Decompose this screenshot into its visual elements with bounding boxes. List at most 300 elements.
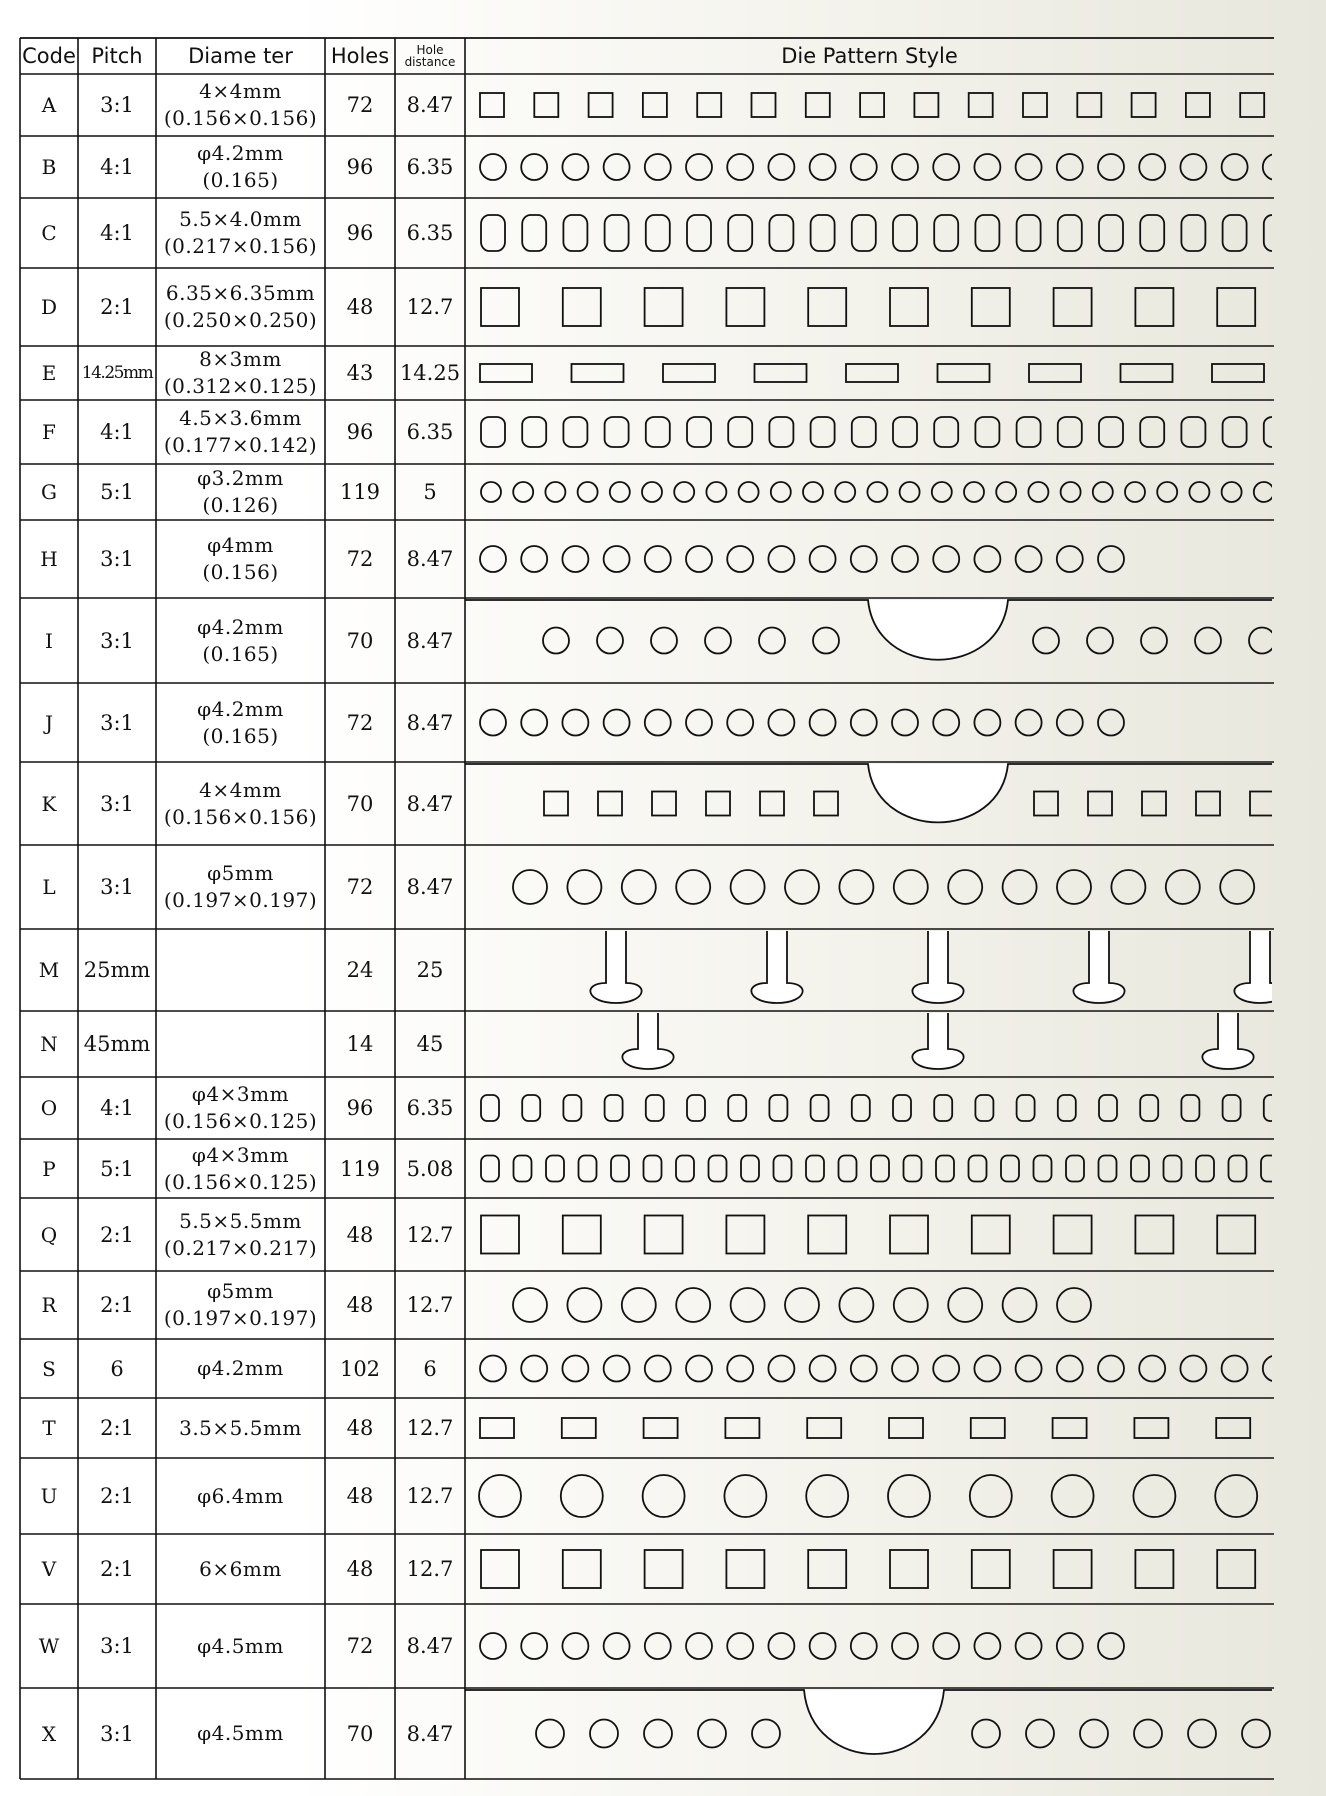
hole-circle — [643, 1475, 685, 1517]
hole-circle — [604, 710, 630, 736]
hole-circle — [892, 546, 918, 572]
row-holes — [325, 1139, 395, 1198]
t-slot — [912, 931, 963, 1003]
hole-circle — [1133, 1475, 1175, 1517]
distance-value: 8.47 — [406, 791, 454, 816]
hole-circle — [1098, 154, 1124, 180]
row-code — [20, 598, 78, 683]
hole-circle — [1188, 1720, 1216, 1748]
hole-circle — [610, 482, 630, 502]
hole-oval — [1099, 1095, 1117, 1121]
row-holes — [325, 683, 395, 762]
row-distance — [395, 845, 465, 929]
holes-value: 96 — [346, 221, 374, 245]
hole-oval — [1058, 215, 1082, 251]
row-distance — [395, 1011, 465, 1077]
holes-value: 72 — [346, 875, 374, 899]
hole-square — [1121, 364, 1173, 382]
hole-square — [1212, 364, 1264, 382]
hole-square — [697, 93, 721, 117]
hole-circle — [645, 1356, 671, 1382]
hole-oval — [646, 1095, 664, 1121]
hole-oval — [563, 215, 587, 251]
hole-square — [563, 1216, 601, 1254]
distance-value: 12.7 — [406, 1557, 454, 1581]
row-distance — [395, 1604, 465, 1688]
diameter-inch: (0.156×0.156) — [163, 106, 318, 130]
hole-square — [1217, 288, 1255, 326]
hole-square — [706, 792, 730, 816]
hole-square — [1029, 364, 1081, 382]
hole-circle — [545, 482, 565, 502]
row-holes — [325, 762, 395, 845]
row-distance — [395, 464, 465, 520]
hole-oval — [563, 1095, 581, 1121]
hole-square — [1240, 93, 1264, 117]
code-value: G — [41, 480, 57, 504]
hole-square — [1054, 1216, 1092, 1254]
hole-circle — [1254, 482, 1274, 502]
holes-value: 48 — [346, 1484, 374, 1508]
hole-circle — [839, 870, 873, 904]
pitch-value: 3:1 — [100, 1721, 134, 1746]
hole-circle — [578, 482, 598, 502]
hole-oval — [1229, 1156, 1247, 1182]
distance-value: 12.7 — [406, 1484, 454, 1508]
row-holes — [325, 520, 395, 598]
row-code — [20, 520, 78, 598]
row-code — [20, 1011, 78, 1077]
hole-oval — [893, 1095, 911, 1121]
row-pitch — [78, 198, 156, 268]
row-diameter — [156, 845, 325, 929]
row-code — [20, 1604, 78, 1688]
distance-value: 8.47 — [406, 1634, 454, 1658]
hole-circle — [1195, 628, 1221, 654]
row-holes — [325, 464, 395, 520]
row-pitch — [78, 1458, 156, 1534]
row-pitch — [78, 74, 156, 136]
hole-circle — [645, 1633, 671, 1659]
hole-oval — [975, 417, 999, 447]
hole-oval — [605, 215, 629, 251]
hole-circle — [1139, 1356, 1165, 1382]
header-holes-label: Holes — [330, 44, 390, 68]
hole-circle — [752, 1720, 780, 1748]
diameter-metric: φ4.5mm — [197, 1721, 284, 1745]
hole-circle — [686, 154, 712, 180]
hole-square — [572, 364, 624, 382]
distance-value: 6.35 — [406, 155, 454, 179]
hole-circle — [676, 1288, 710, 1322]
hole-square — [889, 1418, 923, 1438]
hole-oval — [1181, 215, 1205, 251]
hole-oval — [1001, 1156, 1019, 1182]
row-diameter — [156, 464, 325, 520]
code-value: P — [42, 1156, 56, 1181]
pitch-value: 4:1 — [100, 155, 134, 179]
hole-square — [1196, 792, 1220, 816]
hole-circle — [644, 1720, 672, 1748]
hole-square — [890, 1216, 928, 1254]
hole-oval — [1261, 1156, 1279, 1182]
distance-value: 12.7 — [406, 1222, 454, 1247]
hole-circle — [731, 870, 765, 904]
holes-value: 48 — [346, 1557, 374, 1581]
hole-circle — [851, 154, 877, 180]
distance-value: 8.47 — [406, 710, 454, 735]
hole-circle — [481, 482, 501, 502]
hole-oval — [1058, 417, 1082, 447]
code-value: D — [40, 295, 58, 319]
code-value: X — [41, 1721, 57, 1746]
row-diameter — [156, 598, 325, 683]
distance-value: 8.47 — [406, 93, 454, 117]
hole-circle — [562, 1356, 588, 1382]
distance-value: 45 — [416, 1032, 444, 1056]
row-holes — [325, 74, 395, 136]
hole-oval — [1017, 1095, 1035, 1121]
pitch-value: 5:1 — [100, 1156, 134, 1181]
notch-cutout — [465, 1690, 1272, 1754]
hole-circle — [1057, 546, 1083, 572]
hole-circle — [768, 1356, 794, 1382]
row-diameter — [156, 1458, 325, 1534]
holes-value: 119 — [339, 480, 381, 504]
hole-square — [652, 792, 676, 816]
diameter-inch: (0.165) — [202, 641, 279, 666]
diameter-metric: φ4mm — [207, 533, 274, 557]
hole-oval — [934, 1095, 952, 1121]
diameter-inch: (0.126) — [202, 493, 279, 517]
row-code — [20, 346, 78, 400]
hole-square — [1077, 93, 1101, 117]
hole-circle — [705, 628, 731, 654]
hole-oval — [893, 215, 917, 251]
t-slot — [590, 931, 641, 1003]
hole-circle — [1125, 482, 1145, 502]
hole-oval — [646, 215, 670, 251]
hole-circle — [785, 870, 819, 904]
hole-square — [971, 1418, 1005, 1438]
row-diameter — [156, 1198, 325, 1271]
hole-square — [726, 288, 764, 326]
row-holes — [325, 198, 395, 268]
hole-oval — [728, 1095, 746, 1121]
hole-circle — [888, 1475, 930, 1517]
header-diameter-label: Diame ter — [188, 44, 293, 68]
hole-circle — [604, 1356, 630, 1382]
hole-circle — [645, 546, 671, 572]
holes-value: 96 — [346, 1096, 374, 1120]
row-distance — [395, 598, 465, 683]
hole-oval — [852, 1095, 870, 1121]
row-code — [20, 268, 78, 346]
hole-oval — [811, 1095, 829, 1121]
diameter-inch: (0.197×0.197) — [163, 888, 318, 912]
hole-oval — [1164, 1156, 1182, 1182]
row-diameter — [156, 762, 325, 845]
header-hole-distance-line1: Hole — [416, 43, 444, 57]
distance-value: 8.47 — [406, 1721, 454, 1746]
row-code — [20, 1339, 78, 1398]
diameter-metric: φ6.4mm — [197, 1483, 284, 1508]
hole-oval — [611, 1156, 629, 1182]
hole-circle — [1141, 628, 1167, 654]
hole-oval — [1264, 215, 1288, 251]
diameter-metric: φ5mm — [207, 1279, 274, 1303]
hole-square — [808, 288, 846, 326]
hole-circle — [645, 710, 671, 736]
hole-circle — [932, 482, 952, 502]
hole-oval — [839, 1156, 857, 1182]
hole-circle — [933, 710, 959, 736]
pattern-drawings — [465, 93, 1289, 1754]
hole-circle — [1016, 1633, 1042, 1659]
row-pitch — [78, 520, 156, 598]
header-hole-distance — [395, 38, 465, 74]
row-diameter — [156, 1688, 325, 1779]
row-distance — [395, 74, 465, 136]
hole-circle — [651, 628, 677, 654]
hole-circle — [1057, 870, 1091, 904]
code-value: C — [41, 221, 57, 245]
hole-circle — [1263, 154, 1289, 180]
hole-oval — [514, 1156, 532, 1182]
row-distance — [395, 1339, 465, 1398]
distance-value: 12.7 — [406, 1293, 454, 1317]
hole-oval — [728, 215, 752, 251]
hole-square — [645, 1550, 683, 1588]
hole-circle — [1098, 1633, 1124, 1659]
pitch-value: 2:1 — [100, 1557, 134, 1581]
row-distance — [395, 1271, 465, 1339]
row-pitch — [78, 268, 156, 346]
hole-oval — [1034, 1156, 1052, 1182]
holes-value: 70 — [346, 1721, 374, 1746]
hole-circle — [513, 1288, 547, 1322]
hole-square — [644, 1418, 678, 1438]
hole-oval — [1131, 1156, 1149, 1182]
row-diameter — [156, 929, 325, 1011]
diameter-inch: (0.156) — [202, 560, 279, 584]
hole-oval — [1140, 1095, 1158, 1121]
row-holes — [325, 1398, 395, 1458]
hole-oval — [741, 1156, 759, 1182]
hole-circle — [851, 1633, 877, 1659]
hole-oval — [934, 215, 958, 251]
header-holes — [325, 38, 395, 74]
code-value: K — [41, 791, 57, 816]
row-distance — [395, 1534, 465, 1604]
row-diameter — [156, 346, 325, 400]
row-diameter — [156, 74, 325, 136]
pitch-value: 2:1 — [100, 1484, 134, 1508]
notch-cutout — [465, 600, 1272, 660]
hole-circle — [948, 1288, 982, 1322]
diameter-metric: 5.5×4.0mm — [179, 207, 302, 231]
hole-circle — [597, 628, 623, 654]
hole-square — [806, 93, 830, 117]
hole-circle — [1028, 482, 1048, 502]
pitch-value: 3:1 — [100, 93, 134, 117]
hole-circle — [1016, 546, 1042, 572]
hole-oval — [1017, 215, 1041, 251]
row-code — [20, 464, 78, 520]
hole-circle — [480, 1633, 506, 1659]
code-value: F — [42, 420, 56, 444]
hole-circle — [996, 482, 1016, 502]
diameter-metric: φ3.2mm — [197, 466, 284, 490]
hole-circle — [686, 1633, 712, 1659]
hole-circle — [513, 482, 533, 502]
hole-square — [938, 364, 990, 382]
row-diameter — [156, 268, 325, 346]
hole-circle — [948, 870, 982, 904]
hole-oval — [1264, 417, 1288, 447]
hole-oval — [522, 1095, 540, 1121]
diameter-metric: φ4×3mm — [191, 1142, 290, 1167]
header-code-label: Code — [22, 44, 76, 68]
row-code — [20, 136, 78, 198]
hole-square — [1250, 792, 1274, 816]
diameter-inch: (0.165) — [202, 168, 279, 192]
hole-circle — [521, 710, 547, 736]
hole-circle — [900, 482, 920, 502]
hole-circle — [1263, 1356, 1289, 1382]
hole-oval — [1099, 417, 1123, 447]
holes-value: 14 — [346, 1032, 374, 1056]
hole-square — [725, 1418, 759, 1438]
diameter-inch: (0.217×0.217) — [163, 1235, 318, 1260]
hole-circle — [676, 870, 710, 904]
pitch-value: 3:1 — [100, 628, 134, 653]
row-pitch — [78, 400, 156, 464]
hole-circle — [974, 710, 1000, 736]
hole-circle — [536, 1720, 564, 1748]
hole-square — [1135, 1550, 1173, 1588]
hole-square — [1088, 792, 1112, 816]
hole-circle — [1220, 870, 1254, 904]
diameter-inch: (0.312×0.125) — [163, 374, 318, 398]
row-holes — [325, 929, 395, 1011]
hole-square — [972, 1550, 1010, 1588]
hole-oval — [481, 1095, 499, 1121]
row-distance — [395, 1198, 465, 1271]
holes-value: 119 — [339, 1156, 381, 1181]
hole-circle — [731, 1288, 765, 1322]
hole-circle — [739, 482, 759, 502]
row-code — [20, 845, 78, 929]
holes-value: 70 — [346, 791, 374, 816]
hole-circle — [1134, 1720, 1162, 1748]
row-pitch — [78, 929, 156, 1011]
row-pitch — [78, 1688, 156, 1779]
hole-square — [562, 1418, 596, 1438]
hole-circle — [892, 1633, 918, 1659]
hole-circle — [698, 1720, 726, 1748]
hole-square — [1217, 1216, 1255, 1254]
hole-oval — [644, 1156, 662, 1182]
row-holes — [325, 1011, 395, 1077]
holes-value: 48 — [346, 295, 374, 319]
hole-oval — [1223, 1095, 1241, 1121]
pitch-value: 3:1 — [100, 791, 134, 816]
row-distance — [395, 1077, 465, 1139]
hole-square — [1053, 1418, 1087, 1438]
hole-circle — [480, 154, 506, 180]
diameter-metric: 6.35×6.35mm — [165, 281, 316, 305]
holes-value: 72 — [346, 547, 374, 571]
holes-value: 43 — [346, 361, 374, 385]
hole-circle — [1249, 628, 1275, 654]
hole-circle — [604, 154, 630, 180]
hole-circle — [604, 546, 630, 572]
row-holes — [325, 1077, 395, 1139]
row-holes — [325, 1534, 395, 1604]
hole-circle — [892, 710, 918, 736]
hole-circle — [674, 482, 694, 502]
hole-oval — [936, 1156, 954, 1182]
code-value: L — [42, 875, 56, 899]
pitch-value: 45mm — [83, 1032, 151, 1056]
hole-oval — [522, 215, 546, 251]
diameter-metric: φ5mm — [207, 861, 274, 885]
pitch-value: 3:1 — [100, 875, 134, 899]
diameter-metric: φ4.2mm — [197, 614, 284, 639]
hole-square — [1054, 1550, 1092, 1588]
hole-circle — [1222, 1356, 1248, 1382]
hole-square — [1216, 1418, 1250, 1438]
diameter-inch: (0.156×0.125) — [163, 1109, 318, 1133]
hole-square — [598, 792, 622, 816]
hole-circle — [933, 546, 959, 572]
t-slot — [1234, 931, 1285, 1003]
hole-circle — [1061, 482, 1081, 502]
hole-oval — [769, 215, 793, 251]
hole-square — [972, 1216, 1010, 1254]
hole-circle — [642, 482, 662, 502]
hole-circle — [1180, 1356, 1206, 1382]
row-pitch — [78, 1604, 156, 1688]
hole-square — [890, 288, 928, 326]
diameter-inch: (0.156×0.156) — [163, 804, 318, 829]
hole-circle — [1052, 1475, 1094, 1517]
hole-circle — [1222, 482, 1242, 502]
distance-value: 6.35 — [406, 420, 454, 444]
row-diameter — [156, 520, 325, 598]
row-pitch — [78, 1139, 156, 1198]
diameter-inch: (0.165) — [202, 723, 279, 748]
hole-circle — [759, 628, 785, 654]
hole-circle — [562, 154, 588, 180]
hole-square — [760, 792, 784, 816]
row-pitch — [78, 1011, 156, 1077]
diameter-metric: 8×3mm — [199, 347, 282, 371]
hole-circle — [1057, 710, 1083, 736]
hole-circle — [622, 1288, 656, 1322]
hole-oval — [1099, 215, 1123, 251]
hole-square — [563, 288, 601, 326]
hole-square — [563, 1550, 601, 1588]
row-pitch — [78, 1271, 156, 1339]
diameter-metric: φ4.5mm — [197, 1633, 284, 1658]
hole-circle — [727, 154, 753, 180]
row-diameter — [156, 1077, 325, 1139]
hole-circle — [480, 546, 506, 572]
row-distance — [395, 1458, 465, 1534]
hole-oval — [975, 1095, 993, 1121]
